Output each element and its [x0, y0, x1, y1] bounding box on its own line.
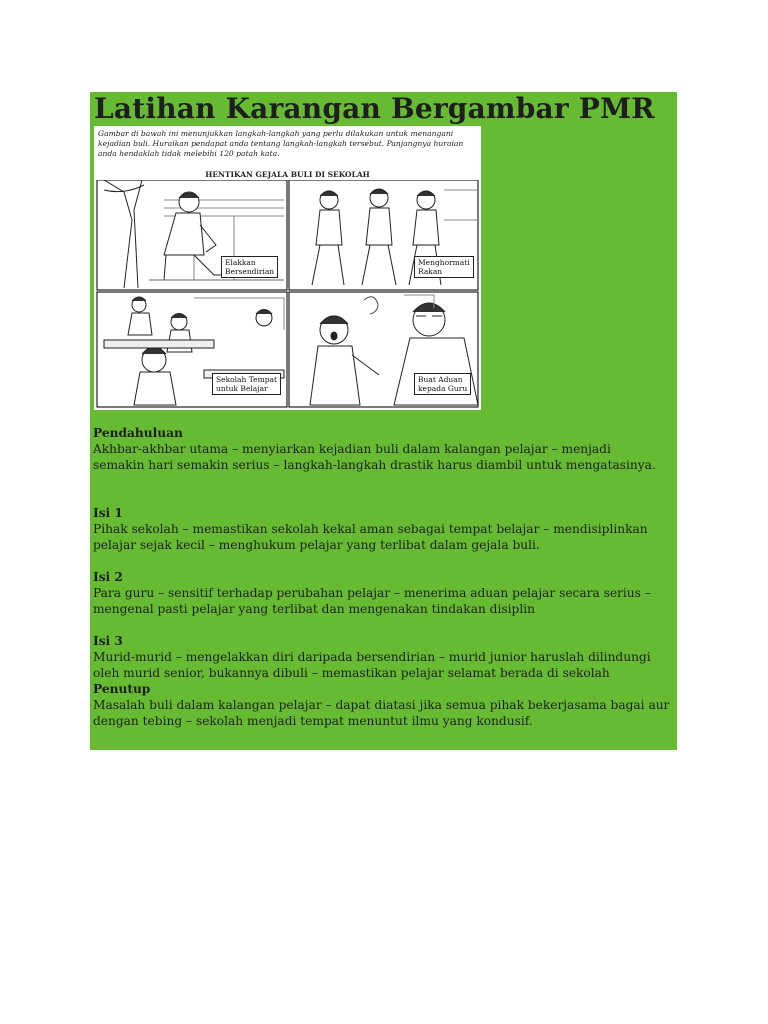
section-heading-pendahuluan: Pendahuluan [93, 426, 183, 440]
isi-1-line-1: Pihak sekolah – memastikan sekolah kekal aman sebagai tempat belajar – mendisiplinkan [93, 522, 648, 536]
section-heading-penutup: Penutup [93, 682, 151, 696]
isi-2-line-2: mengenal pasti pelajar yang terlibat dan mengenakan tindakan disiplin [93, 602, 535, 616]
caption-line: Bersendirian [225, 267, 275, 276]
comic-illustration [94, 126, 481, 410]
spacer [93, 473, 676, 489]
section-heading-isi-2: Isi 2 [93, 570, 123, 584]
caption-menghormati-rakan [414, 256, 474, 278]
isi-1-line-2: pelajar sejak kecil – menghukum pelajar yang terlibat dalam gejala buli. [93, 538, 540, 552]
pendahuluan-line-1: Akhbar-akhbar utama – menyiarkan kejadian buli dalam kalangan pelajar – menjadi [93, 442, 611, 456]
caption-buat-aduan-kepada-guru [414, 373, 471, 395]
penutup-line-1: Masalah buli dalam kalangan pelajar – dapat diatasi jika semua pihak bekerjasama bagai aur [93, 698, 670, 712]
section-heading-isi-3: Isi 3 [93, 634, 123, 648]
isi-2-line-1: Para guru – sensitif terhadap perubahan pelajar – menerima aduan pelajar secara serius – [93, 586, 651, 600]
caption-sekolah-tempat-belajar [212, 373, 281, 395]
spacer [93, 617, 676, 633]
essay-outline [93, 425, 676, 729]
caption-line: kepada Guru [418, 384, 468, 393]
section-heading-isi-1: Isi 1 [93, 506, 123, 520]
caption-line: Sekolah Tempat [216, 375, 277, 384]
spacer [93, 553, 676, 569]
page-title: Latihan Karangan Bergambar PMR [94, 92, 655, 125]
figure-instructions: Gambar di bawah ini menunjukkan langkah-langkah yang perlu dilakukan untuk menangani kejadian buli. Huraikan pendapat anda tentang langkah-langkah tersebut. Panjangnya huraian anda hendaklah tidak melebihi 120 patah kata. [98, 129, 464, 158]
isi-3-line-1: Murid-murid – mengelakkan diri daripada bersendirian – murid junior haruslah dilindungi [93, 650, 651, 664]
figure-heading: HENTIKAN GEJALA BULI DI SEKOLAH [205, 170, 370, 179]
caption-line: untuk Belajar [216, 384, 268, 393]
caption-line: Buat Aduan [418, 375, 463, 384]
isi-3-line-2: oleh murid senior, bukannya dibuli – memastikan pelajar selamat berada di sekolah [93, 666, 610, 680]
spacer [93, 489, 676, 505]
caption-line: Menghormati [418, 258, 470, 267]
penutup-line-2: dengan tebing – sekolah menjadi tempat menuntut ilmu yang kondusif. [93, 714, 533, 728]
caption-elakkan-bersendirian [221, 256, 278, 278]
pendahuluan-line-2: semakin hari semakin serius – langkah-langkah drastik harus diambil untuk mengatasinya. [93, 458, 656, 472]
caption-line: Rakan [418, 267, 443, 276]
caption-line: Elakkan [225, 258, 256, 267]
content-panel [90, 92, 677, 750]
